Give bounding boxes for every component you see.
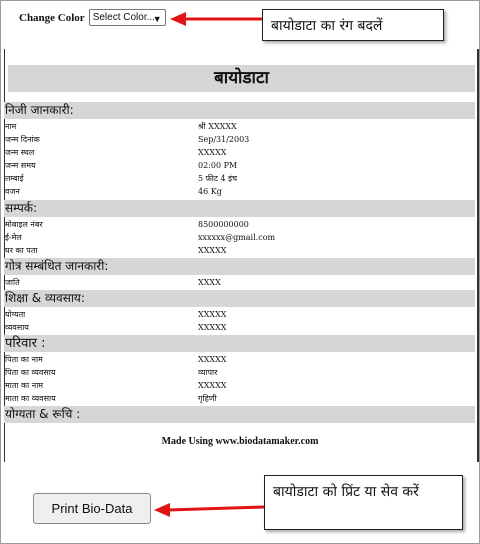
table-row: जन्म स्थल XXXXX bbox=[5, 148, 227, 157]
callout-change-color: बायोडाटा का रंग बदलें bbox=[262, 9, 444, 41]
table-row: योग्यता XXXXX bbox=[5, 310, 227, 319]
red-arrow-icon bbox=[168, 11, 264, 27]
table-row: जन्म समय 02:00 PM bbox=[5, 161, 238, 170]
table-row: पिता का नाम XXXXX bbox=[5, 355, 227, 364]
section-contact: सम्पर्क: bbox=[4, 200, 475, 217]
made-using-credit: Made Using www.biodatamaker.com bbox=[161, 436, 319, 447]
table-row: माता का व्यवसाय गृहिणी bbox=[5, 394, 217, 403]
table-row: वजन 46 Kg bbox=[5, 187, 222, 196]
biodata-title: बायोडाटा bbox=[8, 65, 475, 92]
table-row: जन्म दिनांक Sep/31/2003 bbox=[5, 135, 250, 144]
table-row: माता का नाम XXXXX bbox=[5, 381, 227, 390]
table-row: जाति XXXX bbox=[5, 278, 221, 287]
table-row: पिता का व्यवसाय व्यापार bbox=[5, 368, 218, 377]
table-row: ई-मेल xxxxxx@gmail.com bbox=[5, 233, 276, 242]
table-row: व्यवसाय XXXXX bbox=[5, 323, 227, 332]
change-color-label: Change Color bbox=[19, 11, 85, 24]
color-toolbar bbox=[19, 9, 166, 26]
table-row: मोबाइल नंबर 8500000000 bbox=[5, 220, 249, 229]
table-row: लम्बाई 5 फ़ीट 4 इंच bbox=[5, 174, 238, 183]
print-biodata-button[interactable]: Print Bio-Data bbox=[33, 493, 151, 524]
chevron-down-icon: ▼ bbox=[152, 14, 162, 24]
table-row: घर का पता XXXXX bbox=[5, 246, 227, 255]
section-family: परिवार : bbox=[4, 335, 475, 352]
color-select[interactable] bbox=[89, 9, 166, 26]
color-select-value: Select Color... bbox=[92, 12, 155, 23]
section-gotra: गोत्र सम्बंधित जानकारी: bbox=[4, 258, 475, 275]
callout-print-save: बायोडाटा को प्रिंट या सेव करें bbox=[264, 475, 463, 530]
red-arrow-icon bbox=[152, 501, 266, 517]
section-hobbies: योग्यता & रूचि : bbox=[4, 406, 475, 423]
table-row: नाम श्री XXXXX bbox=[5, 122, 237, 131]
section-education: शिक्षा & व्यवसाय: bbox=[4, 290, 475, 307]
section-personal: निजी जानकारी: bbox=[4, 102, 475, 119]
